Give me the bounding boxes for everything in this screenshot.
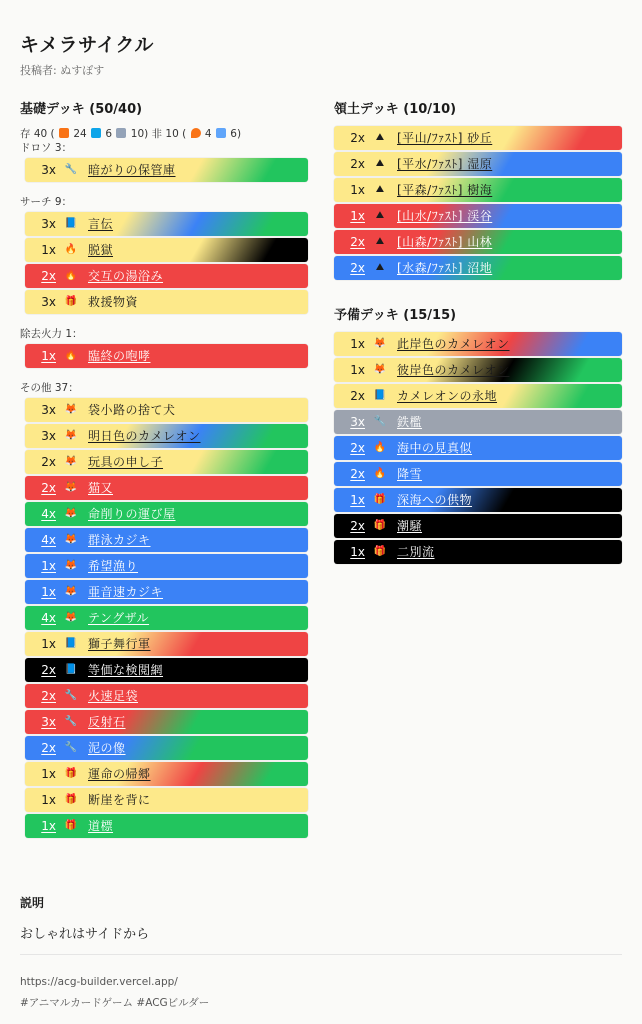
card-row[interactable] xyxy=(334,358,622,382)
fire-icon: 🔥 xyxy=(64,244,78,256)
footer-tags: #アニマルカードゲーム #ACGビルダー xyxy=(20,997,210,1009)
card-row[interactable] xyxy=(334,178,622,202)
card-row[interactable] xyxy=(25,450,308,474)
side-deck-list xyxy=(334,332,622,564)
land-icon: ⛰ xyxy=(375,262,385,274)
card-quantity: 3x xyxy=(41,428,56,443)
card-name: 言伝 xyxy=(88,217,114,232)
card-name: 等価な検閲網 xyxy=(88,663,164,678)
animal-icon: 🦊 xyxy=(64,430,78,442)
card-quantity: 1x xyxy=(350,182,365,197)
card-row[interactable] xyxy=(334,384,622,408)
side-column xyxy=(334,98,622,566)
card-name: 明日色のカメレオン xyxy=(88,429,201,444)
card-name: 亜音速カジキ xyxy=(88,585,164,600)
card-quantity: 2x xyxy=(41,662,56,677)
animal-icon: 🦊 xyxy=(64,560,78,572)
card-quantity: 1x xyxy=(350,208,365,223)
card-name: 彼岸色のカメレオン xyxy=(397,363,510,378)
land-icon: ⛰ xyxy=(375,236,385,248)
card-row[interactable] xyxy=(334,540,622,564)
card-row[interactable] xyxy=(25,580,308,604)
card-name: 暗がりの保管庫 xyxy=(88,163,176,178)
book-icon: 📘 xyxy=(64,638,78,650)
land-icon: ⛰ xyxy=(375,210,385,222)
animal-icon: 🦊 xyxy=(64,586,78,598)
card-row[interactable] xyxy=(25,290,308,314)
side-deck-title: 予備デッキ (15/15) xyxy=(334,308,457,323)
card-name: 降雪 xyxy=(397,467,423,482)
gift-icon: 🎁 xyxy=(373,494,387,506)
card-name: 玩具の申し子 xyxy=(88,455,164,470)
card-quantity: 3x xyxy=(41,162,56,177)
card-row[interactable] xyxy=(25,814,308,838)
book-icon: 📘 xyxy=(64,664,78,676)
tool-icon: 🔧 xyxy=(373,416,387,428)
animal-icon: 🦊 xyxy=(64,612,78,624)
card-group xyxy=(20,398,308,838)
card-quantity: 1x xyxy=(41,558,56,573)
card-row[interactable] xyxy=(334,462,622,486)
land-icon: ⛰ xyxy=(375,132,385,144)
card-quantity: 2x xyxy=(350,518,365,533)
card-name: 脱獄 xyxy=(88,243,114,258)
card-row[interactable] xyxy=(334,410,622,434)
animal-icon xyxy=(59,128,69,138)
main-deck-column xyxy=(20,98,308,840)
card-quantity: 2x xyxy=(350,466,365,481)
card-name: カメレオンの永地 xyxy=(397,389,498,404)
card-row[interactable] xyxy=(25,502,308,526)
card-row[interactable] xyxy=(25,762,308,786)
animal-icon: 🦊 xyxy=(373,338,387,350)
book-icon xyxy=(91,128,101,138)
group-spacer xyxy=(20,370,308,380)
gift-icon: 🎁 xyxy=(64,794,78,806)
card-quantity: 3x xyxy=(41,294,56,309)
card-row[interactable] xyxy=(334,332,622,356)
card-row[interactable] xyxy=(334,230,622,254)
card-quantity: 1x xyxy=(350,544,365,559)
card-name: 群泳カジキ xyxy=(88,533,151,548)
card-row[interactable] xyxy=(25,710,308,734)
card-name: 袋小路の捨て犬 xyxy=(88,403,176,418)
card-group xyxy=(20,344,308,368)
footer-divider xyxy=(20,954,622,955)
main-deck-groups xyxy=(20,140,308,838)
card-row[interactable] xyxy=(25,528,308,552)
gift-icon: 🎁 xyxy=(373,520,387,532)
land-icon: ⛰ xyxy=(375,184,385,196)
description-text: おしゃれはサイドから xyxy=(20,927,150,942)
book-icon: 📘 xyxy=(64,218,78,230)
animal-icon: 🦊 xyxy=(64,482,78,494)
card-row[interactable] xyxy=(25,606,308,630)
card-row[interactable] xyxy=(25,344,308,368)
tool-icon: 🔧 xyxy=(64,742,78,754)
card-quantity: 1x xyxy=(350,362,365,377)
fire-icon: 🔥 xyxy=(373,468,387,480)
gift-icon: 🎁 xyxy=(64,768,78,780)
card-name: 火速足袋 xyxy=(88,689,139,704)
card-quantity: 2x xyxy=(350,440,365,455)
animal-count: 24 xyxy=(73,128,87,140)
fire-icon: 🔥 xyxy=(64,350,78,362)
gift-icon: 🎁 xyxy=(64,296,78,308)
card-name: [山水/ﾌｧｽﾄ] 渓谷 xyxy=(397,209,493,224)
card-row[interactable] xyxy=(25,554,308,578)
card-quantity: 1x xyxy=(41,766,56,781)
animal-icon: 🦊 xyxy=(64,508,78,520)
card-name: 反射石 xyxy=(88,715,126,730)
card-name: 命削りの運び屋 xyxy=(88,507,176,522)
card-row[interactable] xyxy=(334,514,622,538)
card-name: 断崖を背に xyxy=(88,793,151,808)
card-name: 泥の像 xyxy=(88,741,126,756)
card-name: 深海への供物 xyxy=(397,493,473,508)
card-row[interactable] xyxy=(334,152,622,176)
tool-icon xyxy=(116,128,126,138)
card-row[interactable] xyxy=(25,736,308,760)
card-name: 獅子舞行軍 xyxy=(88,637,151,652)
card-quantity: 2x xyxy=(350,260,365,275)
card-row[interactable] xyxy=(25,398,308,422)
card-quantity: 3x xyxy=(41,402,56,417)
fire-icon: 🔥 xyxy=(64,270,78,282)
card-quantity: 1x xyxy=(41,584,56,599)
gift-icon: 🎁 xyxy=(64,820,78,832)
card-name: 救援物資 xyxy=(88,295,139,310)
card-row[interactable] xyxy=(25,684,308,708)
card-name: [平水/ﾌｧｽﾄ] 湿原 xyxy=(397,157,493,172)
description-heading: 説明 xyxy=(20,896,45,910)
deck-summary xyxy=(20,126,308,140)
card-group xyxy=(20,158,308,182)
card-row[interactable] xyxy=(25,424,308,448)
card-row[interactable] xyxy=(25,788,308,812)
group-label: 除去火力 1： xyxy=(20,328,83,340)
card-quantity: 2x xyxy=(350,156,365,171)
card-name: 猫又 xyxy=(88,481,114,496)
card-group xyxy=(20,212,308,314)
tool-icon: 🔧 xyxy=(64,716,78,728)
group-label: サーチ 9： xyxy=(20,196,73,208)
card-row[interactable] xyxy=(25,632,308,656)
card-name: テングザル xyxy=(88,611,150,626)
card-quantity: 2x xyxy=(350,388,365,403)
card-row[interactable] xyxy=(334,436,622,460)
summary-prefix: 存 40 ( xyxy=(20,128,55,140)
card-row[interactable] xyxy=(334,204,622,228)
fire-count: 4 xyxy=(204,128,212,140)
animal-icon: 🦊 xyxy=(64,456,78,468)
card-name: 交互の湯浴み xyxy=(88,269,164,284)
tool-icon: 🔧 xyxy=(64,164,78,176)
card-quantity: 1x xyxy=(41,636,56,651)
card-quantity: 3x xyxy=(41,216,56,231)
card-name: 希望漁り xyxy=(88,559,139,574)
card-quantity: 4x xyxy=(41,506,56,521)
card-name: [水森/ﾌｧｽﾄ] 沼地 xyxy=(397,261,493,276)
card-row[interactable] xyxy=(25,158,308,182)
animal-icon: 🦊 xyxy=(373,364,387,376)
animal-icon: 🦊 xyxy=(64,534,78,546)
footer-url[interactable]: https://acg-builder.vercel.app/ xyxy=(20,976,178,988)
tool-count: 10) 非 10 ( xyxy=(130,128,187,140)
card-quantity: 4x xyxy=(41,532,56,547)
card-quantity: 1x xyxy=(41,818,56,833)
card-row[interactable] xyxy=(25,212,308,236)
author-label: 投稿者: ぬすぽす xyxy=(20,64,105,77)
card-row[interactable] xyxy=(334,256,622,280)
land-icon: ⛰ xyxy=(375,158,385,170)
card-row[interactable] xyxy=(25,264,308,288)
card-name: 潮騒 xyxy=(397,519,423,534)
card-quantity: 2x xyxy=(41,740,56,755)
card-name: [山森/ﾌｧｽﾄ] 山林 xyxy=(397,235,493,250)
card-name: [平山/ﾌｧｽﾄ] 砂丘 xyxy=(397,131,493,146)
page-title: キメラサイクル xyxy=(20,34,154,56)
card-name: 二別流 xyxy=(397,545,435,560)
card-name: 海中の見真似 xyxy=(397,441,473,456)
group-spacer xyxy=(20,184,308,194)
card-row[interactable] xyxy=(334,126,622,150)
card-quantity: 3x xyxy=(350,414,365,429)
card-quantity: 2x xyxy=(350,130,365,145)
card-name: 此岸色のカメレオン xyxy=(397,337,510,352)
card-name: 運命の帰郷 xyxy=(88,767,151,782)
group-label: ドロソ 3： xyxy=(20,142,73,154)
fire-icon xyxy=(191,128,201,138)
card-row[interactable] xyxy=(334,488,622,512)
card-quantity: 2x xyxy=(41,688,56,703)
card-name: [平森/ﾌｧｽﾄ] 樹海 xyxy=(397,183,493,198)
main-deck-title: 基礎デッキ (50/40) xyxy=(20,102,143,117)
card-name: 臨終の咆哮 xyxy=(88,349,151,364)
tool-icon: 🔧 xyxy=(64,690,78,702)
fire-icon: 🔥 xyxy=(373,442,387,454)
gift-icon: 🎁 xyxy=(373,546,387,558)
animal-icon: 🦊 xyxy=(64,404,78,416)
card-quantity: 4x xyxy=(41,610,56,625)
card-quantity: 1x xyxy=(350,492,365,507)
card-row[interactable] xyxy=(25,476,308,500)
card-quantity: 2x xyxy=(41,480,56,495)
card-quantity: 2x xyxy=(41,268,56,283)
card-quantity: 1x xyxy=(350,336,365,351)
card-quantity: 1x xyxy=(41,242,56,257)
gift-icon xyxy=(216,128,226,138)
land-deck-title: 領土デッキ (10/10) xyxy=(334,102,457,117)
group-label: その他 37： xyxy=(20,382,79,394)
gift-count: 6) xyxy=(230,128,242,140)
card-quantity: 1x xyxy=(41,792,56,807)
card-quantity: 3x xyxy=(41,714,56,729)
card-quantity: 1x xyxy=(41,348,56,363)
card-quantity: 2x xyxy=(350,234,365,249)
book-icon: 📘 xyxy=(373,390,387,402)
card-row[interactable] xyxy=(25,238,308,262)
card-name: 道標 xyxy=(88,819,114,834)
land-deck-list xyxy=(334,126,622,280)
group-spacer xyxy=(20,316,308,326)
book-count: 6 xyxy=(105,128,113,140)
card-quantity: 2x xyxy=(41,454,56,469)
card-name: 鉄檻 xyxy=(397,415,423,430)
card-row[interactable] xyxy=(25,658,308,682)
